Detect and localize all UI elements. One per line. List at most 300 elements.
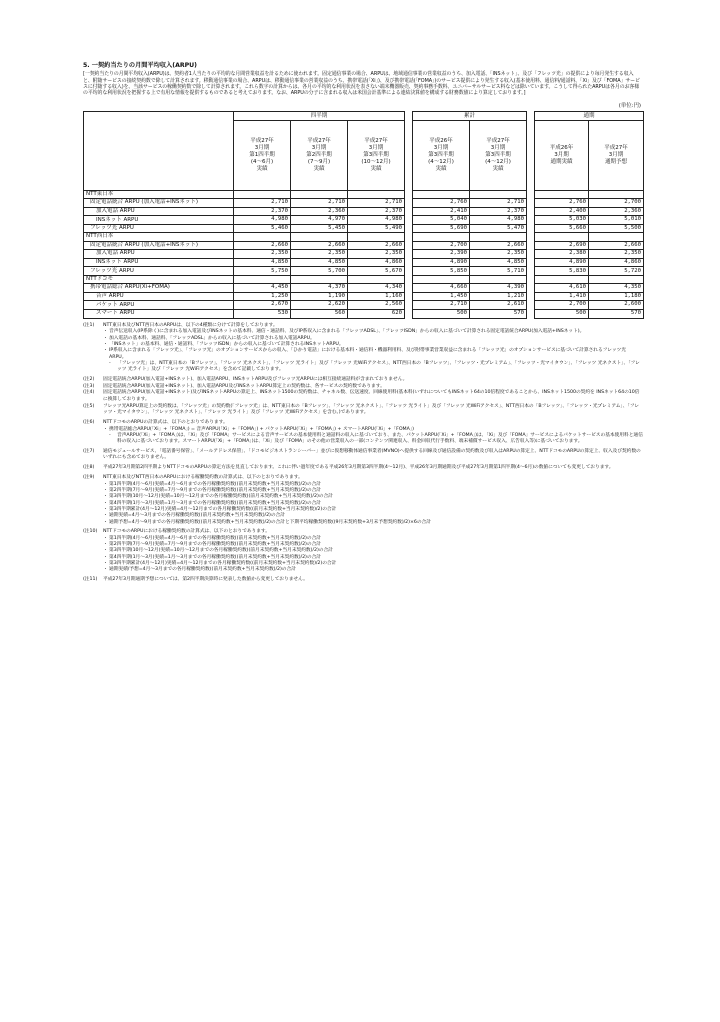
value-cell: 5,040 — [413, 216, 470, 225]
value-cell: 4,890 — [413, 258, 470, 267]
value-cell: 5,850 — [413, 267, 470, 276]
bullet-mark: ・ — [103, 506, 108, 512]
row-label-header — [84, 111, 234, 190]
value-cell: 2,370 — [470, 207, 527, 216]
empty-cell — [535, 275, 589, 283]
footnote-text: NTTドコモのARPUにおける稼働契約数の計算式は、以下のとおりであります。 — [103, 528, 270, 534]
value-cell: 2,700 — [589, 199, 644, 208]
value-cell: 4,980 — [348, 216, 405, 225]
empty-cell — [527, 275, 535, 283]
bullet-mark: ・ — [103, 426, 108, 432]
footnote-id: (注6) — [83, 419, 95, 425]
empty-cell — [470, 275, 527, 283]
column-header-line: 平成27年 — [307, 138, 331, 145]
footnote-line — [83, 449, 643, 462]
bullet-mark: ・ — [103, 535, 108, 541]
company-group-row — [84, 190, 644, 198]
column-header — [589, 120, 644, 190]
value-cell: 2,370 — [348, 207, 405, 216]
value-cell: 5,670 — [348, 267, 405, 276]
bullet-text: 第2四半期(7月〜9月)実績=7月〜9月までの各月稼働契約数((前月末契約数+当月末契約数)/2)の合計 — [109, 488, 321, 494]
bullet-mark: ・ — [103, 500, 108, 506]
column-gap — [527, 301, 535, 310]
value-cell: 2,710 — [234, 199, 291, 208]
value-cell: 4,450 — [234, 284, 291, 293]
value-cell: 2,600 — [589, 301, 644, 310]
value-cell: 4,660 — [413, 284, 470, 293]
value-cell: 4,390 — [470, 284, 527, 293]
empty-cell — [470, 233, 527, 241]
value-cell: 5,720 — [589, 267, 644, 276]
bullet-mark: ・ — [103, 548, 108, 554]
column-gap — [405, 301, 413, 310]
table-body — [84, 190, 644, 318]
column-header-line: 3月期 — [490, 145, 506, 152]
column-header — [470, 120, 527, 190]
empty-cell — [589, 190, 644, 198]
footnote-text: NTT東日本及びNTT西日本のARPUは、以下の4種類に分けて計算をしております。 — [103, 322, 278, 328]
value-cell: 1,210 — [470, 292, 527, 301]
value-cell: 2,760 — [535, 199, 589, 208]
value-cell: 2,350 — [234, 250, 291, 259]
value-cell: 2,620 — [291, 301, 348, 310]
footnote-line — [83, 390, 643, 403]
column-gap — [405, 111, 413, 190]
empty-cell — [589, 233, 644, 241]
column-header-line: 第3四半期 — [363, 152, 389, 159]
table-row — [84, 309, 644, 318]
column-header-line: 平成27年 — [364, 138, 388, 145]
empty-cell — [348, 275, 405, 283]
footnote-id: (注7) — [83, 448, 95, 454]
empty-cell — [405, 190, 413, 198]
column-header-line: 第3四半期 — [428, 152, 454, 159]
column-header-line: 実績 — [435, 165, 447, 172]
bullet-text: 音声伝送収入(IP系除く)に含まれる加入電話及びINSネットの基本料、通信・通話料、及びIP系収入に含まれる「フレッツADSL」、「フレッツISDN」からの収入に基づいて計算される固定電話統合ARPU(加入電話+INSネット)。 — [109, 329, 585, 335]
bullet-mark: ・ — [103, 561, 108, 567]
column-gap — [527, 284, 535, 293]
table-row — [84, 284, 644, 293]
value-cell: 2,350 — [470, 250, 527, 259]
value-cell: 5,450 — [291, 224, 348, 233]
table-header-groups — [84, 111, 644, 120]
empty-cell — [413, 190, 470, 198]
empty-cell — [405, 275, 413, 283]
empty-cell — [291, 275, 348, 283]
row-label: パケット ARPU — [84, 301, 234, 310]
column-gap — [527, 207, 535, 216]
footnote-id: (注11) — [83, 576, 98, 582]
group-header-fullyear: 通期 — [535, 111, 644, 120]
column-gap — [527, 224, 535, 233]
footnote — [83, 377, 643, 383]
value-cell: 5,500 — [589, 224, 644, 233]
column-gap — [405, 207, 413, 216]
footnote-line — [83, 529, 643, 535]
column-header-line: 通期実績 — [550, 158, 573, 165]
value-cell: 570 — [589, 309, 644, 318]
column-header-line: (4〜12月) — [485, 158, 511, 165]
footnote — [83, 529, 643, 574]
column-header-line: (7〜9月) — [307, 158, 331, 165]
value-cell: 2,710 — [291, 199, 348, 208]
footnote-text: 平成27年3月期通期予想については、第2四半期決算時に発表した数値から変更しておりません。 — [103, 576, 308, 582]
subbullet-text: 「フレッツ光」は、NTT東日本の「Bフレッツ」、「フレッツ 光ネクスト」、「フレッツ 光ライト」及び「フレッツ 光WiFiアクセス」、NTT西日本の「Bフレッツ」、「フレッツ・光プレミアム」、「フレッツ・光マイタウン」、「フレッツ 光ネクスト」、「フレッツ 光ライト」及び「フレッツ 光WiFiアクセス」を含めて記載しております。 — [117, 360, 640, 373]
empty-cell — [527, 233, 535, 241]
footnote — [83, 449, 643, 462]
column-header-line: 平成26年 — [549, 145, 574, 152]
table-row — [84, 224, 644, 233]
bullet-text: 通期予想=4月〜9月までの各月稼働契約数((前月末契約数+当月末契約数)/2)の合計と下期平均稼働契約数((9月末契約数+3月末予想契約数)/2)×6の合計 — [109, 519, 431, 525]
value-cell: 1,180 — [589, 292, 644, 301]
column-header-line: 3月期 — [368, 145, 384, 152]
footnote-bullet — [83, 567, 643, 573]
value-cell: 4,350 — [589, 284, 644, 293]
subbullet-text: 音声ARPU(「Xi」+「FOMA」)は、「Xi」及び「FOMA」サービスによる音声サービスの基本使用料と通話料の収入に基づいており、また、パケットARPU(「Xi」+「FOMA」)は、「Xi」及び「FOMA」サービスによるパケットサービスの基本使用料と通信料の収入に基づいております。スマートARPU(「Xi」+「FOMA」)は、「Xi」及び「FOMA」のその他の営業収入の一部(コンテンツ関連収入、料金回収代行手数料、端末補償サービス収入、広告収入等)に基づいております。 — [117, 433, 643, 445]
column-header-line: 第2四半期 — [306, 152, 332, 159]
column-gap — [405, 224, 413, 233]
intro-paragraph: [一契約当たりの月間平均収入(ARPU)は、契約者1人当たりの平均的な月間営業収益を計るために使われます。固定通信事業の場合、ARPUは、地域通信事業の営業収益のうち、加入電話、「INSネット」、及び「フレッツ光」の提供により毎月発生する収入と、附随サービスの接続契約数で除して計算されます。移動通信事業の場合、ARPUは、移動通信事業の営業収益のうち、携帯電話(「Xi」)、及び携帯電話(「FOMA」)のサービス提供により発生する収入(基本使用料、通信料/通話料、「Xi」及び「FOMA」サービスに付随する収入)を、当該サービスの稼働契約数で除して計算されます。これら数字の計算からは、各月の平均的な利用状況を表さない端末機器販売、契約事務手数料、ユニバーサルサービス料などは除いています。こうして得られたARPUは各月のお客様の平均的な利用状況を把握する上で有用な情報を提供するものであると考えております。なお、ARPUの分子に含まれる収入は米国会計基準による連結決算値を構成する財務数値により算定しております。] — [83, 71, 640, 97]
empty-cell — [234, 233, 291, 241]
value-cell: 1,410 — [535, 292, 589, 301]
value-cell: 2,410 — [413, 207, 470, 216]
table-row — [84, 199, 644, 208]
footnote-line — [83, 404, 643, 417]
arpu-table — [83, 111, 644, 319]
table-row — [84, 258, 644, 267]
footnote-text: フレッツ光ARPU算定上の契約数は、「フレッツ光」の契約数(「フレッツ光」は、NTT東日本の「Bフレッツ」、「フレッツ 光ネクスト」、「フレッツ 光ライト」及び「フレッツ 光WiFiアクセス」、NTT西日本の「Bフレッツ」、「フレッツ・光プレミアム」、「フレッツ・光マイタウン」、「フレッツ 光ネクスト」、「フレッツ 光ライト」及び「フレッツ 光WiFiアクセス」を含む。)であります。 — [103, 403, 639, 415]
value-cell: 2,700 — [413, 241, 470, 250]
value-cell: 5,490 — [348, 224, 405, 233]
column-header-line: 平成26年 — [429, 138, 453, 145]
bullet-text: 「INSネット」の基本料、通信・通話料、「フレッツISDN」からの収入に基づいて計算されるINSネットARPU。 — [109, 342, 344, 348]
column-gap — [405, 292, 413, 301]
company-name: NTT東日本 — [84, 190, 234, 198]
value-cell: 2,670 — [234, 301, 291, 310]
subbullet-mark: - — [109, 433, 111, 439]
value-cell: 4,860 — [348, 258, 405, 267]
empty-cell — [535, 190, 589, 198]
column-gap — [527, 292, 535, 301]
column-gap — [527, 111, 535, 190]
footnote — [83, 465, 643, 471]
value-cell: 2,710 — [413, 301, 470, 310]
value-cell: 5,710 — [470, 267, 527, 276]
footnote-id: (注4) — [83, 390, 95, 396]
value-cell: 5,690 — [413, 224, 470, 233]
column-header-line: 実績 — [256, 165, 268, 172]
column-gap — [405, 250, 413, 259]
footnote-subbullet — [83, 361, 643, 374]
column-header-line: 3月期 — [254, 145, 270, 152]
column-header-line: (4〜6月) — [250, 158, 274, 165]
row-label: 音声 ARPU — [84, 292, 234, 301]
value-cell: 2,660 — [470, 241, 527, 250]
value-cell: 4,980 — [470, 216, 527, 225]
bullet-mark: ・ — [103, 567, 108, 573]
empty-cell — [413, 275, 470, 283]
empty-cell — [348, 233, 405, 241]
column-gap — [527, 199, 535, 208]
bullet-text: 携帯電話総合ARPU(「Xi」+「FOMA」) = 音声ARPU(「Xi」+「FOMA」) + パケットARPU(「Xi」+「FOMA」) + スマートARPU(「Xi」+「FOMA」) — [109, 426, 414, 432]
bullet-text: 第2四半期(7月〜9月)実績=7月〜9月までの各月稼働契約数((前月末契約数+当月末契約数)/2)の合計 — [109, 542, 321, 548]
column-header-line: (4〜12月) — [428, 158, 454, 165]
value-cell: 1,160 — [348, 292, 405, 301]
value-cell: 2,660 — [291, 241, 348, 250]
column-header-line: 平成27年 — [604, 145, 628, 152]
value-cell: 2,390 — [413, 250, 470, 259]
group-header-cumulative: 累計 — [413, 111, 527, 120]
document-page — [83, 62, 643, 584]
value-cell: 2,370 — [234, 207, 291, 216]
table-row — [84, 241, 644, 250]
row-label: 加入電話 ARPU — [84, 250, 234, 259]
column-header-line: 平成27年 — [486, 138, 510, 145]
company-group-row — [84, 233, 644, 241]
value-cell: 5,470 — [470, 224, 527, 233]
footnote-line — [83, 465, 643, 471]
value-cell: 4,340 — [348, 284, 405, 293]
value-cell: 2,380 — [535, 250, 589, 259]
column-header-line: 3月期 — [608, 152, 624, 159]
footnote-id: (注9) — [83, 474, 95, 480]
column-gap — [527, 309, 535, 318]
bullet-mark: ・ — [103, 329, 108, 335]
footnote-id: (注8) — [83, 464, 95, 470]
table-row — [84, 207, 644, 216]
bullet-text: 第4四半期(1月〜3月)実績=1月〜3月までの各月稼働契約数((前月末契約数+当月末契約数)/2)の合計 — [109, 554, 321, 560]
column-header — [535, 120, 589, 190]
empty-cell — [405, 233, 413, 241]
column-header-line: 実績 — [370, 165, 382, 172]
column-header-line: 通期予想 — [605, 158, 628, 165]
column-gap — [527, 267, 535, 276]
row-label: フレッツ光 ARPU — [84, 224, 234, 233]
empty-cell — [348, 190, 405, 198]
footnotes — [83, 323, 643, 584]
value-cell: 2,360 — [589, 207, 644, 216]
column-gap — [405, 309, 413, 318]
row-label: 固定電話統合 ARPU (加入電話+INSネット) — [84, 199, 234, 208]
value-cell: 5,460 — [234, 224, 291, 233]
footnote-text: 固定電話統合ARPU(加入電話+INSネット)、加入電話ARPU、INSネットARPU及びフレッツ光ARPUには相互接続通話料が含まれておりません。 — [103, 376, 408, 382]
bullet-text: 第3四半期(10月〜12月)実績=10月〜12月までの各月稼働契約数((前月末契約数+当月末契約数)/2)の合計 — [109, 494, 333, 500]
value-cell: 4,610 — [535, 284, 589, 293]
column-header — [413, 120, 470, 190]
bullet-mark: ・ — [103, 481, 108, 487]
column-gap — [405, 199, 413, 208]
column-header-line: 平成27年 — [250, 138, 274, 145]
value-cell: 4,850 — [234, 258, 291, 267]
footnote-line — [83, 384, 643, 390]
bullet-text: 第3四半期累計(4月〜12月)実績=4月〜12月までの各月稼働契約数((前月末契約数+当月末契約数)/2)の合計 — [109, 561, 337, 567]
footnote-id: (注3) — [83, 383, 95, 389]
footnote — [83, 404, 643, 417]
value-cell: 1,250 — [234, 292, 291, 301]
value-cell: 500 — [413, 309, 470, 318]
bullet-text: 第4四半期(1月〜3月)実績=1月〜3月までの各月稼働契約数((前月末契約数+当月末契約数)/2)の合計 — [109, 500, 321, 506]
table-row — [84, 216, 644, 225]
bullet-mark: ・ — [103, 554, 108, 560]
value-cell: 5,010 — [589, 216, 644, 225]
company-name: NTT西日本 — [84, 233, 234, 241]
empty-cell — [234, 275, 291, 283]
value-cell: 4,850 — [470, 258, 527, 267]
footnote-id: (注5) — [83, 403, 95, 409]
empty-cell — [291, 190, 348, 198]
value-cell: 2,690 — [535, 241, 589, 250]
footnote-subbullet — [83, 433, 643, 446]
bullet-mark: ・ — [103, 513, 108, 519]
bullet-text: 第3四半期累計(4月〜12月)実績=4月〜12月までの各月稼働契約数((前月末契約数+当月末契約数)/2)の合計 — [109, 506, 337, 512]
value-cell: 5,700 — [291, 267, 348, 276]
value-cell: 2,400 — [535, 207, 589, 216]
row-label: 加入電話 ARPU — [84, 207, 234, 216]
value-cell: 2,350 — [348, 250, 405, 259]
value-cell: 530 — [234, 309, 291, 318]
value-cell: 4,850 — [291, 258, 348, 267]
value-cell: 2,660 — [234, 241, 291, 250]
value-cell: 5,750 — [234, 267, 291, 276]
column-header-line: 3月期 — [433, 145, 449, 152]
value-cell: 5,030 — [535, 216, 589, 225]
bullet-text: 加入電話の基本料、通話料、「フレッツADSL」からの収入に基づいて計算される加入電話ARPU。 — [109, 335, 315, 341]
company-name: NTTドコモ — [84, 275, 234, 283]
group-header-quarter: 四半期 — [234, 111, 405, 120]
footnote-line — [83, 475, 643, 481]
column-header-line: 第1四半期 — [249, 152, 275, 159]
column-header-line: 実績 — [313, 165, 325, 172]
footnote-text: 通信モジュールサービス、「電話番号保管」、「メールアドレス保管」、「ドコモビジネストランシーバー」並びに仮想移動体通信事業者(MVNO)へ提供する回線及び通信設備の契約数及び収入はARPUの算定上、NTTドコモのARPUの算定上、収入及び契約数のいずれにも含めておりません。 — [103, 448, 641, 460]
footnote-bullet — [83, 348, 643, 361]
bullet-mark: ・ — [103, 494, 108, 500]
value-cell: 2,350 — [589, 250, 644, 259]
bullet-mark: ・ — [103, 342, 108, 348]
bullet-text: 第1四半期(4月〜6月)実績=4月〜6月までの各月稼働契約数((前月末契約数+当月末契約数)/2)の合計 — [109, 481, 321, 487]
value-cell: 1,190 — [291, 292, 348, 301]
company-group-row — [84, 275, 644, 283]
value-cell: 4,370 — [291, 284, 348, 293]
column-header — [348, 120, 405, 190]
value-cell: 2,710 — [348, 199, 405, 208]
value-cell: 2,610 — [470, 301, 527, 310]
value-cell: 620 — [348, 309, 405, 318]
bullet-mark: ・ — [103, 519, 108, 525]
table-row — [84, 292, 644, 301]
value-cell: 500 — [535, 309, 589, 318]
empty-cell — [527, 190, 535, 198]
table-row — [84, 301, 644, 310]
value-cell: 2,660 — [348, 241, 405, 250]
column-gap — [405, 258, 413, 267]
footnote-line — [83, 420, 643, 426]
column-header — [234, 120, 291, 190]
column-gap — [527, 241, 535, 250]
bullet-text: 通期実績/予想=4月〜3月までの各月稼働契約数((前月末契約数+当月末契約数)/2)の合計 — [109, 567, 296, 573]
value-cell: 2,560 — [348, 301, 405, 310]
column-header-line: 実績 — [492, 165, 504, 172]
value-cell: 4,890 — [535, 258, 589, 267]
footnote-text: 平成27年3月期第2四半期よりNTTドコモのARPUの算定方法を見直しております。これに伴い過年度である平成26年3月期第3四半期(4〜12月)、平成26年3月期通期及び平成27年3月期第1四半期(4〜6月)の数値についても変更しております。 — [103, 464, 614, 470]
value-cell: 2,660 — [589, 241, 644, 250]
bullet-mark: ・ — [103, 348, 108, 354]
footnote — [83, 420, 643, 446]
value-cell: 2,360 — [291, 207, 348, 216]
bullet-text: 第1四半期(4月〜6月)実績=4月〜6月までの各月稼働契約数((前月末契約数+当月末契約数)/2)の合計 — [109, 535, 321, 541]
column-header-line: 3月期 — [311, 145, 327, 152]
bullet-mark: ・ — [103, 335, 108, 341]
table-row — [84, 267, 644, 276]
footnote — [83, 577, 643, 583]
bullet-text: 通期実績=4月〜3月までの各月稼働契約数((前月末契約数+当月末契約数)/2)の合計 — [109, 513, 285, 519]
bullet-mark: ・ — [103, 542, 108, 548]
column-gap — [527, 250, 535, 259]
row-label: INSネット ARPU — [84, 216, 234, 225]
value-cell: 4,970 — [291, 216, 348, 225]
empty-cell — [234, 190, 291, 198]
unit-label: (単位:円) — [618, 102, 641, 109]
footnote-text: 固定電話統合ARPU(加入電話+INSネット)、加入電話ARPU及びINSネットARPU算定上の契約数は、各サービスの契約数であります。 — [103, 383, 385, 389]
value-cell: 570 — [470, 309, 527, 318]
row-label: 固定電話統合 ARPU (加入電話+INSネット) — [84, 241, 234, 250]
footnote-id: (注10) — [83, 528, 98, 534]
column-gap — [527, 216, 535, 225]
value-cell: 5,830 — [535, 267, 589, 276]
column-gap — [405, 284, 413, 293]
footnote — [83, 390, 643, 403]
footnote-line — [83, 323, 643, 329]
footnote-bullet — [83, 520, 643, 526]
column-gap — [405, 241, 413, 250]
footnote — [83, 475, 643, 526]
column-gap — [405, 267, 413, 276]
column-gap — [405, 216, 413, 225]
empty-cell — [589, 275, 644, 283]
footnote-id: (注1) — [83, 322, 95, 328]
row-label: INSネット ARPU — [84, 258, 234, 267]
bullet-text: 第3四半期(10月〜12月)実績=10月〜12月までの各月稼働契約数((前月末契約数+当月末契約数)/2)の合計 — [109, 548, 333, 554]
value-cell: 1,450 — [413, 292, 470, 301]
value-cell: 2,710 — [470, 199, 527, 208]
column-gap — [527, 258, 535, 267]
value-cell: 2,700 — [535, 301, 589, 310]
bullet-mark: ・ — [103, 488, 108, 494]
empty-cell — [535, 233, 589, 241]
column-header-line: 3月期 — [554, 152, 569, 159]
footnote-text: NTT東日本及びNTT西日本のARPUにおける稼働契約数の計算式は、以下のとおりであります。 — [103, 474, 303, 480]
footnote — [83, 323, 643, 374]
footnote — [83, 384, 643, 390]
table-row — [84, 250, 644, 259]
value-cell: 2,760 — [413, 199, 470, 208]
value-cell: 4,860 — [589, 258, 644, 267]
row-label: 携帯電話総合 ARPU(Xi+FOMA) — [84, 284, 234, 293]
footnote-id: (注2) — [83, 376, 95, 382]
footnote-line — [83, 377, 643, 383]
footnote-text: 固定電話統合ARPU(加入電話+INSネット)及びINSネットARPUの算定上、INSネット1500の契約数は、チャネル数、伝送速度、回線使用料(基本料)いずれについてもINSネット64の10倍程度であることから、INSネット1500の契約を INSネット64の10倍に換算しております。 — [103, 390, 640, 402]
value-cell: 560 — [291, 309, 348, 318]
value-cell: 5,660 — [535, 224, 589, 233]
empty-cell — [291, 233, 348, 241]
column-header-line: (10〜12月) — [361, 158, 391, 165]
row-label: スマート ARPU — [84, 309, 234, 318]
empty-cell — [413, 233, 470, 241]
footnote-text: NTTドコモのARPUの計算式は、以下のとおりであります。 — [103, 419, 228, 425]
empty-cell — [470, 190, 527, 198]
subbullet-mark: - — [109, 360, 111, 366]
column-header — [291, 120, 348, 190]
row-label: フレッツ光 ARPU — [84, 267, 234, 276]
